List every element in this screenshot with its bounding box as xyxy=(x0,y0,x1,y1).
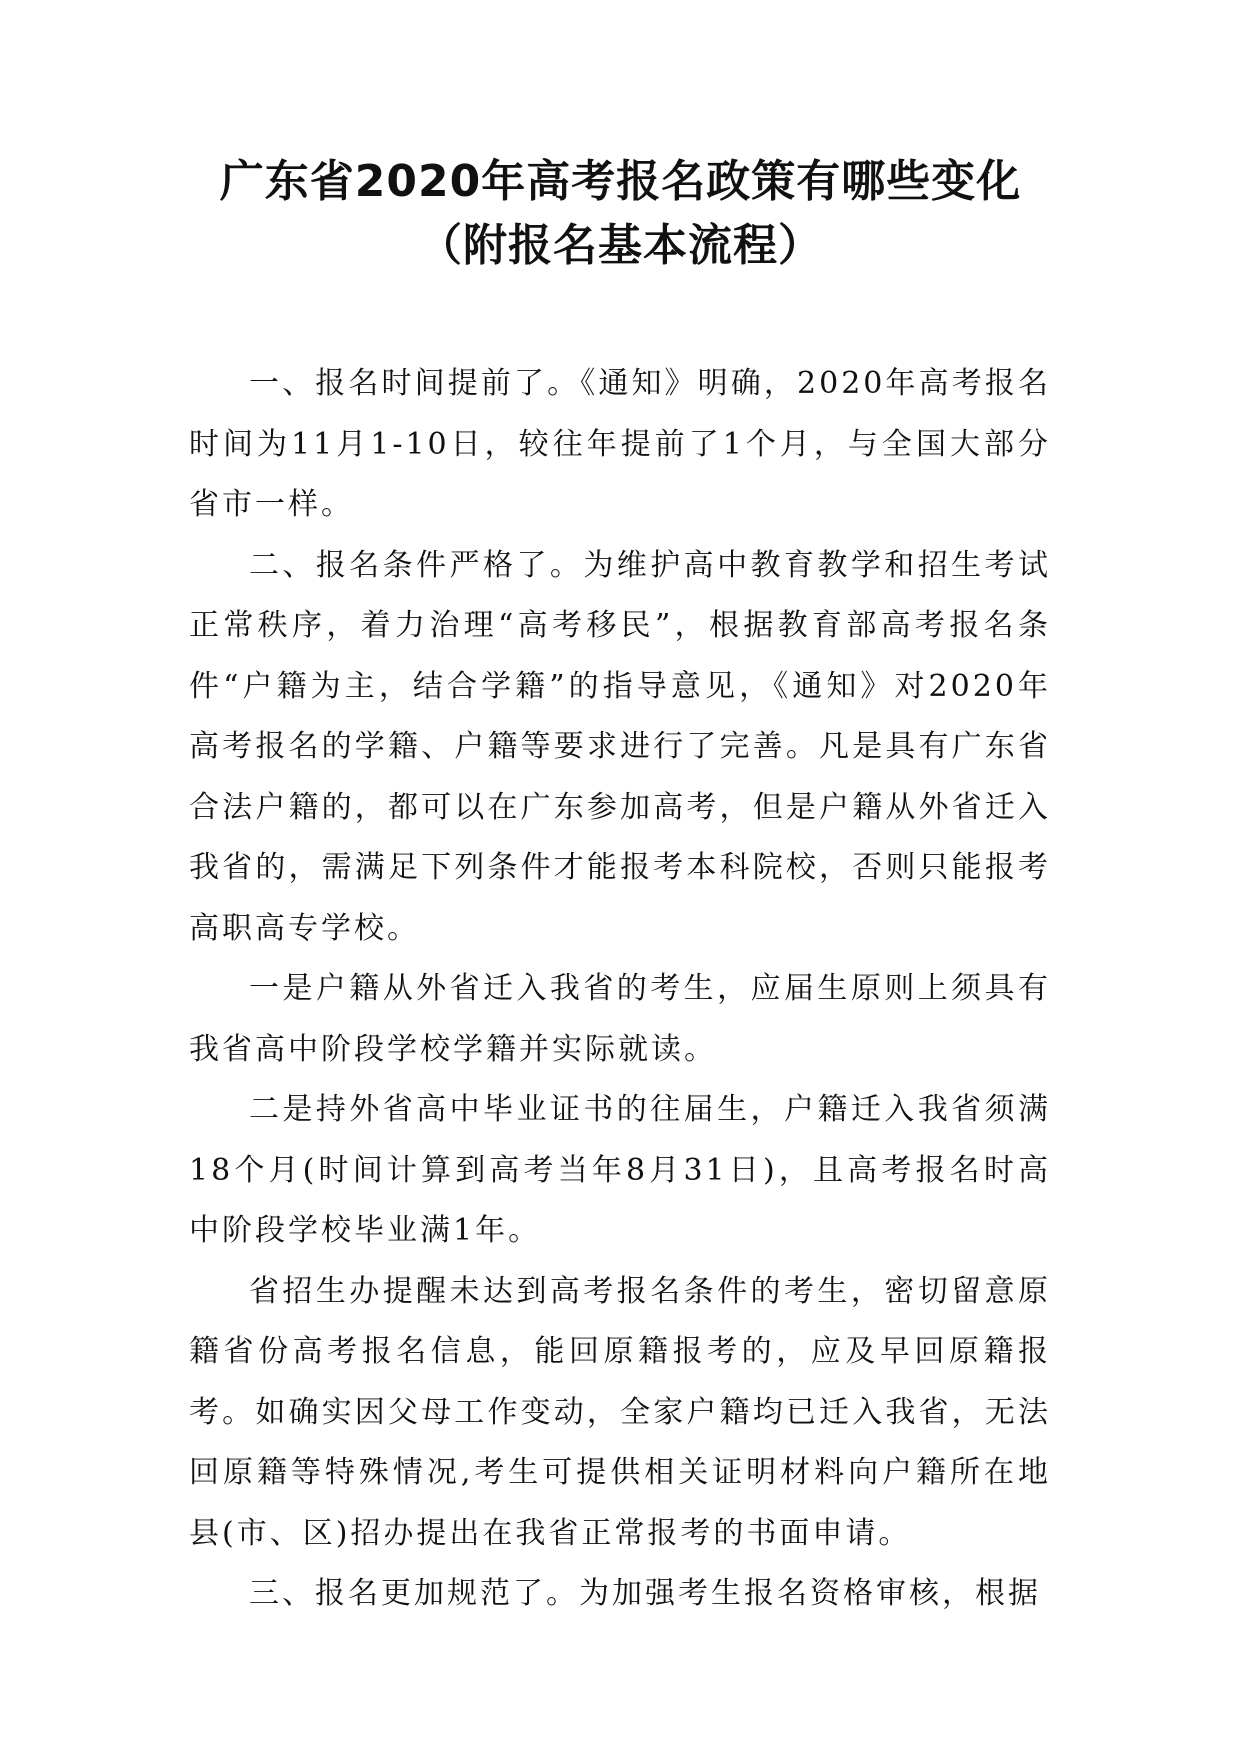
paragraph-registration-time: 一、报名时间提前了。《通知》明确，2020年高考报名时间为11月1-10日，较往年提前了1个月，与全国大部分省市一样。 xyxy=(189,366,1051,522)
paragraph-registration-conditions: 二、报名条件严格了。为维护高中教育教学和招生考试正常秩序，着力治理“高考移民”，根据教育部高考报名条件“户籍为主，结合学籍”的指导意见，《通知》对2020年高考报名的学籍、户籍等要求进行了完善。凡是具有广东省合法户籍的，都可以在广东参加高考，但是户籍从外省迁入我省的，需满足下列条件才能报考本科院校，否则只能报考高职高专学校。 xyxy=(189,547,1051,946)
paragraph-reminder: 省招生办提醒未达到高考报名条件的考生，密切留意原籍省份高考报名信息，能回原籍报考的，应及早回原籍报考。如确实因父母工作变动，全家户籍均已迁入我省，无法回原籍等特殊情况,考生可提供相关证明材料向户籍所在地县(市、区)招办提出在我省正常报考的书面申请。 xyxy=(189,1273,1051,1551)
document-title: 广东省2020年高考报名政策有哪些变化（附报名基本流程） xyxy=(219,156,1022,271)
document-body xyxy=(189,354,1051,1625)
paragraph-condition-one: 一是户籍从外省迁入我省的考生，应届生原则上须具有我省高中阶段学校学籍并实际就读。 xyxy=(189,971,1051,1067)
paragraph-condition-two: 二是持外省高中毕业证书的往届生，户籍迁入我省须满18个月(时间计算到高考当年8月31日)，且高考报名时高中阶段学校毕业满1年。 xyxy=(189,1092,1051,1248)
paragraph-registration-norms: 三、报名更加规范了。为加强考生报名资格审核，根据 xyxy=(249,1576,1041,1611)
